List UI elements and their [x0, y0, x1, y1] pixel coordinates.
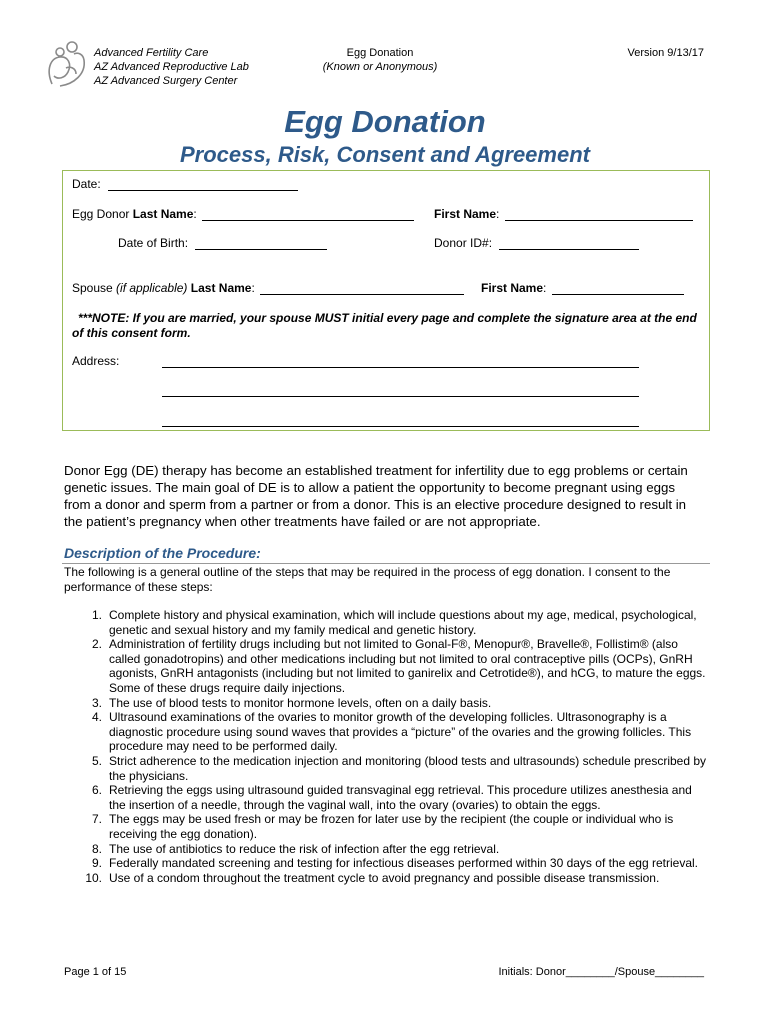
donor-info-form — [62, 170, 710, 431]
donor-last-name-row — [72, 207, 414, 221]
dob-label: Date of Birth: — [118, 236, 189, 250]
list-item — [64, 608, 706, 637]
list-text: Federally mandated screening and testing for infectious diseases performed within 30 days of the egg retrieval. — [109, 856, 698, 871]
colon: : — [543, 281, 547, 295]
organization-names — [94, 46, 249, 88]
doc-type-line: (Known or Anonymous) — [322, 61, 438, 73]
list-text: Retrieving the eggs using ultrasound guided transvaginal egg retrieval. This procedure utilizes anesthesia and the insertion of a needle, through the vaginal wall, into the ovary (ovaries) to obtain the eggs. — [109, 783, 692, 812]
list-item — [64, 812, 706, 841]
list-number: 8. — [91, 841, 102, 856]
list-item — [64, 783, 706, 812]
page-subtitle: Process, Risk, Consent and Agreement — [180, 142, 590, 167]
donor-first-name-field[interactable] — [505, 208, 693, 221]
donor-last-name-field[interactable] — [202, 208, 414, 221]
list-number: 3. — [91, 695, 102, 710]
list-text: Administration of fertility drugs including but not limited to Gonal-F®, Menopur®, Bravelle®, Follistim® (also called gonadotropins) and other medications including but not limited to oral contraceptive pills (OCPs), GnRH agonists, GnRH antagonists (including but not limited to ganirelix and Cetrotide®), and hCG, to mature the eggs. Some of these drugs require daily injections. — [109, 637, 706, 695]
procedure-steps-list — [64, 608, 706, 885]
page-number: Page 1 of 15 — [64, 966, 127, 978]
list-number: 4. — [91, 710, 102, 725]
list-text: Ultrasound examinations of the ovaries to monitor growth of the developing follicles. Ultrasonography is a diagnostic procedure using sound waves that provides a “picture” of the ovaries and the growing follicles. This procedure may need to be performed daily. — [109, 710, 692, 754]
section-heading: Description of the Procedure: — [64, 545, 261, 561]
list-text: Use of a condom throughout the treatment cycle to avoid pregnancy and possible disease transmission. — [109, 870, 660, 885]
list-number: 9. — [91, 856, 102, 871]
spouse-prefix: Spouse — [72, 281, 117, 295]
last-name-label: Last Name — [132, 207, 194, 221]
list-text: Complete history and physical examination, which will include questions about my age, medical, psychological, genetic and sexual history and my family medical and genetic history. — [109, 608, 697, 637]
list-number: 5. — [91, 753, 102, 768]
list-number: 6. — [91, 783, 102, 798]
list-number: 10. — [85, 870, 102, 885]
version-label: Version 9/13/17 — [627, 47, 704, 59]
list-item — [64, 710, 706, 754]
list-item — [64, 871, 706, 886]
doc-type-line: Egg Donation — [346, 47, 414, 59]
section-divider — [62, 563, 710, 564]
intro-paragraph: Donor Egg (DE) therapy has become an established treatment for infertility due to egg problems or certain genetic issues. The main goal of DE is to allow a patient the opportunity to become pregnant using eggs from a donor and sperm from a partner or from a donor. This is an elective procedure designed to result in the patient’s pregnancy when other treatments have failed or are not appropriate. — [64, 463, 688, 529]
list-text: The eggs may be used fresh or may be frozen for later use by the recipient (the couple or individual who is receiving the egg donation). — [109, 812, 674, 841]
spouse-first-name-row — [481, 281, 684, 295]
dob-row — [118, 236, 327, 250]
first-name-label: First Name — [434, 207, 497, 221]
spouse-first-name-field[interactable] — [552, 282, 684, 295]
clinic-logo-icon — [46, 40, 90, 88]
org-line: Advanced Fertility Care — [94, 47, 209, 59]
address-label: Address: — [72, 354, 120, 368]
spouse-last-name-field[interactable] — [260, 282, 464, 295]
donor-prefix: Egg Donor — [72, 207, 133, 221]
first-name-label: First Name — [481, 281, 544, 295]
dob-field[interactable] — [195, 237, 327, 250]
address-line-2-field[interactable] — [162, 396, 639, 397]
address-line-1-field[interactable] — [162, 367, 639, 368]
org-line: AZ Advanced Reproductive Lab — [94, 61, 249, 73]
date-row — [72, 177, 298, 191]
donor-id-row — [434, 236, 639, 250]
date-label: Date: — [72, 177, 101, 191]
address-line-3-field[interactable] — [162, 426, 639, 427]
spouse-paren: (if applicable) — [116, 281, 188, 295]
colon: : — [496, 207, 500, 221]
donor-first-name-row — [434, 207, 693, 221]
org-line: AZ Advanced Surgery Center — [94, 75, 238, 87]
document-type — [280, 46, 480, 74]
initials-line: Initials: Donor________/Spouse________ — [498, 966, 704, 978]
spouse-last-name-row — [72, 281, 464, 295]
list-number: 1. — [91, 608, 102, 622]
list-number: 2. — [91, 637, 102, 652]
list-text: Strict adherence to the medication injection and monitoring (blood tests and ultrasounds) schedule prescribed by the physicians. — [109, 753, 707, 783]
donor-id-label: Donor ID#: — [434, 236, 493, 250]
section-paragraph: The following is a general outline of the steps that may be required in the process of egg donation. I consent to the performance of these steps: — [64, 565, 671, 594]
colon: : — [251, 281, 255, 295]
spouse-note: ***NOTE: If you are married, your spouse MUST initial every page and complete the signature area at the end of this consent form. — [72, 311, 697, 340]
page-title: Egg Donation — [284, 104, 486, 139]
list-number: 7. — [91, 812, 102, 827]
colon: : — [193, 207, 197, 221]
last-name-label: Last Name — [190, 281, 252, 295]
list-item — [64, 696, 706, 711]
list-text: The use of blood tests to monitor hormone levels, often on a daily basis. — [109, 695, 492, 710]
donor-id-field[interactable] — [499, 237, 639, 250]
list-item — [64, 856, 706, 871]
list-item — [64, 754, 706, 783]
list-item — [64, 842, 706, 857]
list-item — [64, 637, 706, 695]
date-field[interactable] — [108, 178, 298, 191]
list-text: The use of antibiotics to reduce the risk of infection after the egg retrieval. — [109, 841, 500, 856]
